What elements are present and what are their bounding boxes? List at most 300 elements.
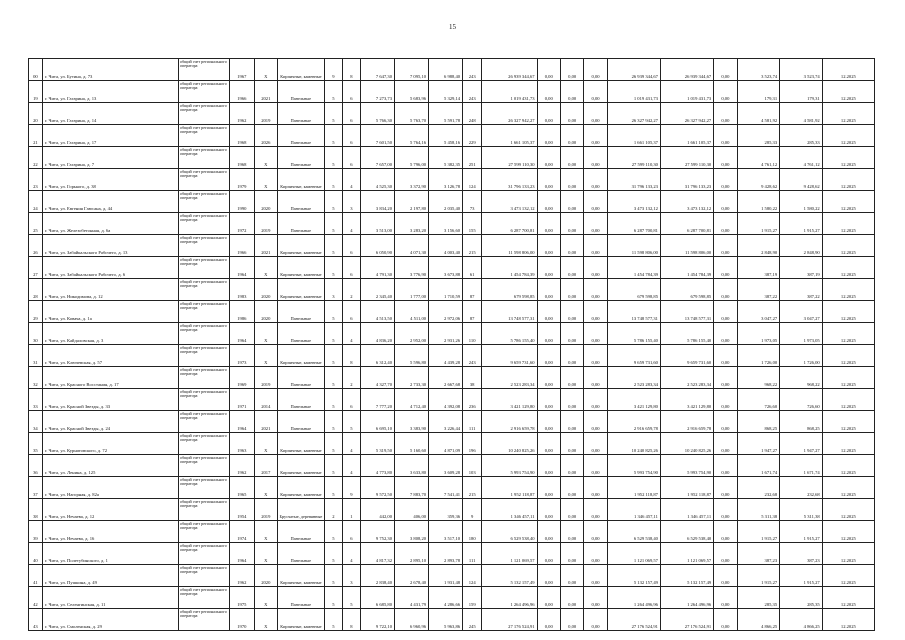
year-repair-cell: Х	[254, 257, 277, 279]
residential-area-cell: 3 609,28	[429, 455, 463, 477]
premises-area-cell: 5 683,96	[395, 81, 429, 103]
regional-funds-cell: 0,00	[560, 345, 583, 367]
table-row	[29, 323, 875, 345]
entrances-cell: 6	[342, 125, 360, 147]
total-cost-cell: 1 264 496,96	[482, 587, 537, 609]
owner-funds-cell: 26 939 344,67	[607, 59, 660, 81]
row-number: 38	[29, 499, 43, 521]
total-cost-cell: 1 346 457,11	[482, 499, 537, 521]
total-area-cell: 2 345,40	[360, 279, 394, 301]
unit-cost-cell: 4 581,92	[737, 103, 780, 125]
limit-cost-cell: 5 311,38	[780, 499, 823, 521]
limit-cost-cell: 285,35	[780, 587, 823, 609]
federal-funds-cell: 0,00	[537, 213, 560, 235]
entrances-cell: 6	[342, 389, 360, 411]
other-funds-cell: 0,00	[714, 345, 737, 367]
row-number: 40	[29, 543, 43, 565]
regional-funds-cell: 0,00	[560, 235, 583, 257]
owner-funds-total-cell: 1 121 069,57	[660, 543, 713, 565]
entrances-cell: 2	[342, 367, 360, 389]
federal-funds-cell: 0,00	[537, 587, 560, 609]
regional-funds-cell: 0,00	[560, 257, 583, 279]
wall-material-cell: Кирпичные, каменные	[277, 169, 324, 191]
local-funds-cell: 0,00	[584, 389, 607, 411]
year-built-cell: 1962	[230, 565, 254, 587]
premises-area-cell: 1 777,00	[395, 279, 429, 301]
residential-area-cell: 2 035,40	[429, 191, 463, 213]
premises-area-cell: 5 596,80	[395, 345, 429, 367]
unit-cost-cell: 387,22	[737, 279, 780, 301]
owner-funds-cell: 1 121 069,57	[607, 543, 660, 565]
fund-type-cell: общий счет регионального оператора	[179, 103, 230, 125]
fund-type-cell: общий счет регионального оператора	[179, 455, 230, 477]
federal-funds-cell: 0,00	[537, 59, 560, 81]
owner-funds-total-cell: 2 523 283,34	[660, 367, 713, 389]
deadline-cell: 12.2025	[822, 323, 874, 345]
local-funds-cell: 0,00	[584, 587, 607, 609]
floors-cell: 5	[324, 521, 342, 543]
owner-funds-cell: 26 327 942,27	[607, 103, 660, 125]
residents-cell: 124	[463, 565, 482, 587]
deadline-cell: 12.2025	[822, 279, 874, 301]
address-cell: г. Чита, ул. Никодимова, д. 12	[42, 279, 178, 301]
federal-funds-cell: 0,00	[537, 609, 560, 631]
owner-funds-total-cell: 3 473 132,12	[660, 191, 713, 213]
year-built-cell: 1966	[230, 235, 254, 257]
total-cost-cell: 5 993 754,90	[482, 455, 537, 477]
residential-area-cell: 3 226,44	[429, 411, 463, 433]
other-funds-cell: 0,00	[714, 477, 737, 499]
floors-cell: 5	[324, 301, 342, 323]
local-funds-cell: 0,00	[584, 477, 607, 499]
address-cell: г. Чита, ул. Красной Звезды, д. 33	[42, 389, 178, 411]
total-area-cell: 442,00	[360, 499, 394, 521]
year-built-cell: 1972	[230, 213, 254, 235]
unit-cost-cell: 1 915,27	[737, 565, 780, 587]
residential-area-cell: 4 003,40	[429, 235, 463, 257]
regional-funds-cell: 0,00	[560, 191, 583, 213]
year-repair-cell: 2020	[254, 191, 277, 213]
floors-cell: 5	[324, 235, 342, 257]
unit-cost-cell: 1 671,74	[737, 455, 780, 477]
residential-area-cell: 7 541,41	[429, 477, 463, 499]
owner-funds-total-cell: 26 327 942,27	[660, 103, 713, 125]
wall-material-cell: Панельные	[277, 323, 324, 345]
total-cost-cell: 1 952 118,87	[482, 477, 537, 499]
regional-funds-cell: 0,00	[560, 367, 583, 389]
wall-material-cell: Панельные	[277, 543, 324, 565]
local-funds-cell: 0,00	[584, 323, 607, 345]
local-funds-cell: 0,00	[584, 411, 607, 433]
year-repair-cell: 2021	[254, 411, 277, 433]
premises-area-cell: 7 883,70	[395, 477, 429, 499]
row-number: 32	[29, 367, 43, 389]
wall-material-cell: Панельные	[277, 411, 324, 433]
regional-funds-cell: 0,00	[560, 521, 583, 543]
year-built-cell: 1975	[230, 587, 254, 609]
total-cost-cell: 26 939 344,67	[482, 59, 537, 81]
federal-funds-cell: 0,00	[537, 191, 560, 213]
wall-material-cell: Панельные	[277, 147, 324, 169]
owner-funds-cell: 3 473 132,12	[607, 191, 660, 213]
entrances-cell: 6	[342, 235, 360, 257]
premises-area-cell: 3 633,80	[395, 455, 429, 477]
row-number: 29	[29, 301, 43, 323]
regional-funds-cell: 0,00	[560, 125, 583, 147]
federal-funds-cell: 0,00	[537, 433, 560, 455]
total-area-cell: 7 657,00	[360, 147, 394, 169]
other-funds-cell: 0,00	[714, 323, 737, 345]
table-row	[29, 433, 875, 455]
deadline-cell: 12.2025	[822, 125, 874, 147]
limit-cost-cell: 4 866,25	[780, 609, 823, 631]
table-row	[29, 587, 875, 609]
other-funds-cell: 0,00	[714, 389, 737, 411]
premises-area-cell: 2 733,30	[395, 367, 429, 389]
table-row	[29, 609, 875, 631]
year-repair-cell: 2021	[254, 81, 277, 103]
total-cost-cell: 31 796 133,23	[482, 169, 537, 191]
deadline-cell: 12.2025	[822, 345, 874, 367]
local-funds-cell: 0,00	[584, 59, 607, 81]
owner-funds-total-cell: 1 346 457,11	[660, 499, 713, 521]
table-row	[29, 169, 875, 191]
fund-type-cell: общий счет регионального оператора	[179, 169, 230, 191]
year-repair-cell: Х	[254, 169, 277, 191]
floors-cell: 2	[324, 499, 342, 521]
deadline-cell: 12.2025	[822, 389, 874, 411]
row-number: 36	[29, 455, 43, 477]
year-built-cell: 1964	[230, 323, 254, 345]
floors-cell: 5	[324, 543, 342, 565]
limit-cost-cell: 3 523,74	[780, 59, 823, 81]
owner-funds-cell: 2 916 659,78	[607, 411, 660, 433]
other-funds-cell: 0,00	[714, 213, 737, 235]
local-funds-cell: 0,00	[584, 147, 607, 169]
year-built-cell: 1968	[230, 125, 254, 147]
owner-funds-cell: 1 019 431,73	[607, 81, 660, 103]
table-row	[29, 279, 875, 301]
owner-funds-cell: 6 529 538,40	[607, 521, 660, 543]
federal-funds-cell: 0,00	[537, 301, 560, 323]
other-funds-cell: 0,00	[714, 301, 737, 323]
owner-funds-total-cell: 26 939 344,67	[660, 59, 713, 81]
owner-funds-cell: 11 598 806,00	[607, 235, 660, 257]
deadline-cell: 12.2025	[822, 59, 874, 81]
table-body	[29, 59, 875, 631]
floors-cell: 5	[324, 191, 342, 213]
owner-funds-total-cell: 27 176 524,91	[660, 609, 713, 631]
regional-funds-cell: 0,00	[560, 279, 583, 301]
regional-funds-cell: 0,00	[560, 103, 583, 125]
entrances-cell: 8	[342, 609, 360, 631]
total-cost-cell: 27 599 110,30	[482, 147, 537, 169]
owner-funds-total-cell: 5 993 754,90	[660, 455, 713, 477]
fund-type-cell: общий счет регионального оператора	[179, 125, 230, 147]
row-number: 25	[29, 213, 43, 235]
fund-type-cell: общий счет регионального оператора	[179, 477, 230, 499]
fund-type-cell: общий счет регионального оператора	[179, 213, 230, 235]
fund-type-cell: общий счет регионального оператора	[179, 191, 230, 213]
fund-type-cell: общий счет регионального оператора	[179, 587, 230, 609]
residents-cell: 229	[463, 125, 482, 147]
residents-cell: 243	[463, 345, 482, 367]
premises-area-cell: 4 071,30	[395, 235, 429, 257]
wall-material-cell: Панельные	[277, 301, 324, 323]
other-funds-cell: 0,00	[714, 169, 737, 191]
entrances-cell: 6	[342, 103, 360, 125]
total-area-cell: 4 525,30	[360, 169, 394, 191]
other-funds-cell: 0,00	[714, 279, 737, 301]
owner-funds-total-cell: 1 952 118,87	[660, 477, 713, 499]
unit-cost-cell: 285,35	[737, 587, 780, 609]
floors-cell: 5	[324, 565, 342, 587]
residential-area-cell: 3 126,78	[429, 169, 463, 191]
entrances-cell: 4	[342, 323, 360, 345]
residential-area-cell: 359,36	[429, 499, 463, 521]
residents-cell: 111	[463, 543, 482, 565]
total-cost-cell: 3 421 129,80	[482, 389, 537, 411]
other-funds-cell: 0,00	[714, 455, 737, 477]
table-row	[29, 367, 875, 389]
deadline-cell: 12.2025	[822, 235, 874, 257]
other-funds-cell: 0,00	[714, 587, 737, 609]
regional-funds-cell: 0,00	[560, 389, 583, 411]
total-area-cell: 5 766,30	[360, 103, 394, 125]
residential-area-cell: 4 286,66	[429, 587, 463, 609]
residents-cell: 38	[463, 367, 482, 389]
other-funds-cell: 0,00	[714, 433, 737, 455]
total-area-cell: 4 773,80	[360, 455, 394, 477]
federal-funds-cell: 0,00	[537, 477, 560, 499]
floors-cell: 5	[324, 477, 342, 499]
premises-area-cell: 406,00	[395, 499, 429, 521]
local-funds-cell: 0,00	[584, 565, 607, 587]
premises-area-cell: 2 952,00	[395, 323, 429, 345]
other-funds-cell: 0,00	[714, 191, 737, 213]
row-number: 21	[29, 125, 43, 147]
address-cell: г. Чита, ул. Курнатовского, д. 72	[42, 433, 178, 455]
residential-area-cell: 2 931,26	[429, 323, 463, 345]
residential-area-cell: 3 673,88	[429, 257, 463, 279]
limit-cost-cell: 868,25	[780, 411, 823, 433]
deadline-cell: 12.2025	[822, 81, 874, 103]
owner-funds-total-cell: 5 786 155,40	[660, 323, 713, 345]
fund-type-cell: общий счет регионального оператора	[179, 521, 230, 543]
table-row	[29, 257, 875, 279]
owner-funds-total-cell: 679 598,85	[660, 279, 713, 301]
local-funds-cell: 0,00	[584, 543, 607, 565]
deadline-cell: 12.2025	[822, 103, 874, 125]
year-repair-cell: 2017	[254, 455, 277, 477]
limit-cost-cell: 1 671,74	[780, 455, 823, 477]
floors-cell: 5	[324, 587, 342, 609]
entrances-cell: 8	[342, 59, 360, 81]
table-row	[29, 345, 875, 367]
unit-cost-cell: 9 428,62	[737, 169, 780, 191]
deadline-cell: 12.2025	[822, 147, 874, 169]
owner-funds-cell: 1 454 784,39	[607, 257, 660, 279]
limit-cost-cell: 1 726,00	[780, 345, 823, 367]
total-area-cell: 4 791,30	[360, 257, 394, 279]
owner-funds-total-cell: 9 659 731,60	[660, 345, 713, 367]
limit-cost-cell: 1 580,22	[780, 191, 823, 213]
limit-cost-cell: 387,23	[780, 543, 823, 565]
owner-funds-cell: 1 264 496,96	[607, 587, 660, 609]
unit-cost-cell: 726,60	[737, 389, 780, 411]
owner-funds-cell: 27 599 110,30	[607, 147, 660, 169]
total-area-cell: 4 327,70	[360, 367, 394, 389]
owner-funds-total-cell: 6 529 538,40	[660, 521, 713, 543]
unit-cost-cell: 968,22	[737, 367, 780, 389]
total-cost-cell: 1 454 784,39	[482, 257, 537, 279]
residents-cell: 9	[463, 499, 482, 521]
year-repair-cell: 2026	[254, 125, 277, 147]
wall-material-cell: Панельные	[277, 213, 324, 235]
residents-cell: 103	[463, 455, 482, 477]
floors-cell: 5	[324, 125, 342, 147]
year-repair-cell: Х	[254, 477, 277, 499]
deadline-cell: 12.2025	[822, 301, 874, 323]
local-funds-cell: 0,00	[584, 455, 607, 477]
local-funds-cell: 0,00	[584, 609, 607, 631]
owner-funds-total-cell: 31 796 133,23	[660, 169, 713, 191]
total-area-cell: 6 695,10	[360, 411, 394, 433]
row-number: 22	[29, 147, 43, 169]
limit-cost-cell: 387,22	[780, 279, 823, 301]
total-area-cell: 7 601,50	[360, 125, 394, 147]
owner-funds-total-cell: 3 421 129,80	[660, 389, 713, 411]
other-funds-cell: 0,00	[714, 499, 737, 521]
federal-funds-cell: 0,00	[537, 103, 560, 125]
fund-type-cell: общий счет регионального оператора	[179, 301, 230, 323]
unit-cost-cell: 387,23	[737, 543, 780, 565]
wall-material-cell: Кирпичные, каменные	[277, 345, 324, 367]
floors-cell: 5	[324, 411, 342, 433]
residents-cell: 73	[463, 191, 482, 213]
year-repair-cell: 2019	[254, 213, 277, 235]
wall-material-cell: Кирпичные, каменные	[277, 235, 324, 257]
entrances-cell: 6	[342, 301, 360, 323]
premises-area-cell: 3 383,90	[395, 411, 429, 433]
residential-area-cell: 6 988,40	[429, 59, 463, 81]
year-repair-cell: Х	[254, 323, 277, 345]
unit-cost-cell: 387,19	[737, 257, 780, 279]
limit-cost-cell: 2 848,90	[780, 235, 823, 257]
owner-funds-cell: 2 523 283,34	[607, 367, 660, 389]
total-cost-cell: 6 287 700,81	[482, 213, 537, 235]
fund-type-cell: общий счет регионального оператора	[179, 543, 230, 565]
row-number: 35	[29, 433, 43, 455]
address-cell: г. Чита, ул. Нечаева, д. 12	[42, 499, 178, 521]
owner-funds-total-cell: 1 264 496,96	[660, 587, 713, 609]
fund-type-cell: общий счет регионального оператора	[179, 59, 230, 81]
table-row	[29, 499, 875, 521]
premises-area-cell: 5 796,00	[395, 147, 429, 169]
regional-funds-cell: 0,00	[560, 587, 583, 609]
year-repair-cell: Х	[254, 147, 277, 169]
other-funds-cell: 0,00	[714, 609, 737, 631]
address-cell: г. Чита, ул. Красного Восстания, д. 17	[42, 367, 178, 389]
regional-funds-cell: 0,00	[560, 301, 583, 323]
unit-cost-cell: 5 311,38	[737, 499, 780, 521]
local-funds-cell: 0,00	[584, 499, 607, 521]
limit-cost-cell: 726,60	[780, 389, 823, 411]
table-row	[29, 213, 875, 235]
owner-funds-total-cell: 10 240 825,26	[660, 433, 713, 455]
limit-cost-cell: 1 947,27	[780, 433, 823, 455]
entrances-cell: 4	[342, 455, 360, 477]
total-cost-cell: 2 523 283,34	[482, 367, 537, 389]
local-funds-cell: 0,00	[584, 191, 607, 213]
table-row	[29, 191, 875, 213]
row-number: 23	[29, 169, 43, 191]
total-cost-cell: 1 661 105,37	[482, 125, 537, 147]
fund-type-cell: общий счет регионального оператора	[179, 389, 230, 411]
owner-funds-cell: 3 421 129,80	[607, 389, 660, 411]
limit-cost-cell: 1 915,27	[780, 521, 823, 543]
total-cost-cell: 3 473 132,12	[482, 191, 537, 213]
owner-funds-cell: 9 659 731,60	[607, 345, 660, 367]
limit-cost-cell: 387,19	[780, 257, 823, 279]
total-area-cell: 4 817,32	[360, 543, 394, 565]
fund-type-cell: общий счет регионального оператора	[179, 279, 230, 301]
local-funds-cell: 0,00	[584, 103, 607, 125]
row-number: 24	[29, 191, 43, 213]
owner-funds-total-cell: 13 748 577,31	[660, 301, 713, 323]
floors-cell: 5	[324, 213, 342, 235]
owner-funds-cell: 1 346 457,11	[607, 499, 660, 521]
limit-cost-cell: 179,31	[780, 81, 823, 103]
wall-material-cell: Кирпичные, каменные	[277, 257, 324, 279]
residential-area-cell: 5 591,78	[429, 103, 463, 125]
federal-funds-cell: 0,00	[537, 521, 560, 543]
residential-area-cell: 3 517,10	[429, 521, 463, 543]
premises-area-cell: 6 960,96	[395, 609, 429, 631]
wall-material-cell: Кирпичные, каменные	[277, 433, 324, 455]
table-row	[29, 59, 875, 81]
other-funds-cell: 0,00	[714, 543, 737, 565]
local-funds-cell: 0,00	[584, 81, 607, 103]
year-repair-cell: 2019	[254, 367, 277, 389]
year-built-cell: 1971	[230, 389, 254, 411]
year-built-cell: 1983	[230, 279, 254, 301]
entrances-cell: 4	[342, 433, 360, 455]
limit-cost-cell: 1 973,05	[780, 323, 823, 345]
residential-area-cell: 2 893,78	[429, 543, 463, 565]
total-area-cell: 5 319,50	[360, 433, 394, 455]
year-repair-cell: 2019	[254, 103, 277, 125]
entrances-cell: 3	[342, 565, 360, 587]
owner-funds-total-cell: 1 661 105,37	[660, 125, 713, 147]
wall-material-cell: Панельные	[277, 389, 324, 411]
total-cost-cell: 27 176 524,91	[482, 609, 537, 631]
residential-area-cell: 1 710,59	[429, 279, 463, 301]
deadline-cell: 12.2025	[822, 433, 874, 455]
residents-cell: 180	[463, 521, 482, 543]
deadline-cell: 12.2025	[822, 565, 874, 587]
year-repair-cell: Х	[254, 59, 277, 81]
local-funds-cell: 0,00	[584, 235, 607, 257]
deadline-cell: 12.2025	[822, 609, 874, 631]
address-cell: г. Чита, ул. Ленина, д. 125	[42, 455, 178, 477]
year-repair-cell: Х	[254, 345, 277, 367]
wall-material-cell: Брусчатые, деревянные	[277, 499, 324, 521]
deadline-cell: 12.2025	[822, 257, 874, 279]
residents-cell: 196	[463, 433, 482, 455]
year-built-cell: 1979	[230, 169, 254, 191]
residents-cell: 61	[463, 257, 482, 279]
